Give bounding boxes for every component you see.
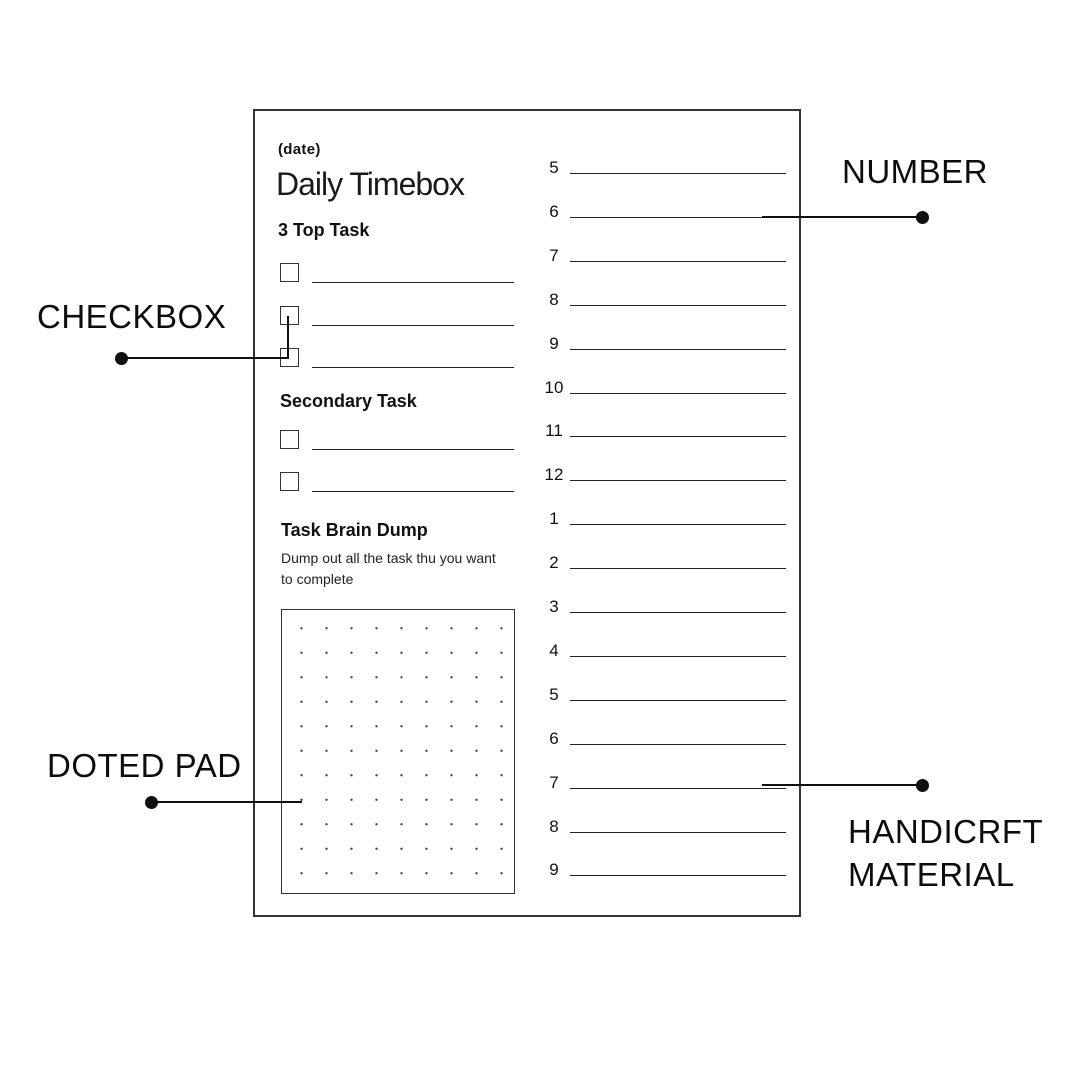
- callout-doted-pad-leader: [151, 801, 302, 803]
- secondary-task-line-1[interactable]: [312, 449, 514, 450]
- hour-number: 4: [549, 640, 559, 660]
- hour-line[interactable]: [570, 700, 786, 701]
- hour-number: 6: [549, 728, 559, 748]
- hour-line[interactable]: [570, 744, 786, 745]
- hour-line[interactable]: [570, 568, 786, 569]
- callout-checkbox-leader-vertical: [287, 316, 289, 358]
- hour-line[interactable]: [570, 832, 786, 833]
- hour-line[interactable]: [570, 393, 786, 394]
- hour-line[interactable]: [570, 349, 786, 350]
- hour-line[interactable]: [570, 305, 786, 306]
- brain-dump-description-line-2: to complete: [281, 571, 354, 587]
- top-task-line-2[interactable]: [312, 325, 514, 326]
- hour-number: 9: [549, 860, 559, 880]
- brain-dump-heading: Task Brain Dump: [281, 520, 428, 540]
- callout-doted-pad: DOTED PAD: [47, 747, 242, 784]
- callout-handicraft-leader: [762, 784, 922, 786]
- callout-number: NUMBER: [842, 153, 989, 190]
- secondary-task-checkbox-1[interactable]: [280, 430, 299, 449]
- hour-number: 8: [549, 816, 559, 836]
- callout-handicraft-line-2: MATERIAL: [848, 856, 1015, 893]
- date-label: (date): [278, 141, 321, 158]
- top-task-line-3[interactable]: [312, 367, 514, 368]
- hour-number: 11: [545, 421, 563, 441]
- hour-number: 5: [549, 158, 559, 177]
- hour-line[interactable]: [570, 612, 786, 613]
- hour-number: 7: [549, 772, 559, 792]
- hour-number: 5: [549, 684, 559, 704]
- secondary-task-line-2[interactable]: [312, 491, 514, 492]
- callout-number-leader: [762, 216, 922, 218]
- hour-number: 8: [549, 289, 559, 309]
- hour-line[interactable]: [570, 261, 786, 262]
- page-title: Daily Timebox: [276, 166, 464, 202]
- hour-line[interactable]: [570, 875, 786, 876]
- callout-number-dot: [916, 211, 929, 224]
- hour-number: 12: [544, 465, 564, 485]
- hour-number: 6: [549, 201, 559, 221]
- callout-checkbox: CHECKBOX: [37, 298, 227, 335]
- hour-line[interactable]: [570, 436, 786, 437]
- hour-number: 9: [549, 333, 559, 353]
- secondary-task-checkbox-2[interactable]: [280, 472, 299, 491]
- hour-line[interactable]: [570, 656, 786, 657]
- hour-number: 3: [549, 597, 559, 616]
- brain-dump-description-line-1: Dump out all the task thu you want: [281, 550, 496, 566]
- top-task-heading: 3 Top Task: [278, 220, 370, 240]
- hour-number: 7: [549, 245, 559, 265]
- hour-number: 1: [549, 509, 559, 529]
- hour-line[interactable]: [570, 788, 786, 789]
- hour-line[interactable]: [570, 480, 786, 481]
- callout-handicraft-line-1: HANDICRFT: [848, 813, 1044, 850]
- hour-number: 2: [549, 553, 559, 573]
- callout-handicraft-dot: [916, 779, 929, 792]
- hour-line[interactable]: [570, 524, 786, 525]
- callout-checkbox-leader: [121, 357, 289, 359]
- top-task-line-1[interactable]: [312, 282, 514, 283]
- hour-number: 10: [544, 377, 564, 397]
- top-task-checkbox-2[interactable]: [280, 306, 299, 325]
- hour-line[interactable]: [570, 217, 786, 218]
- top-task-checkbox-1[interactable]: [280, 263, 299, 282]
- hour-line[interactable]: [570, 173, 786, 174]
- dotted-pad[interactable]: [281, 609, 515, 894]
- secondary-task-heading: Secondary Task: [280, 391, 417, 411]
